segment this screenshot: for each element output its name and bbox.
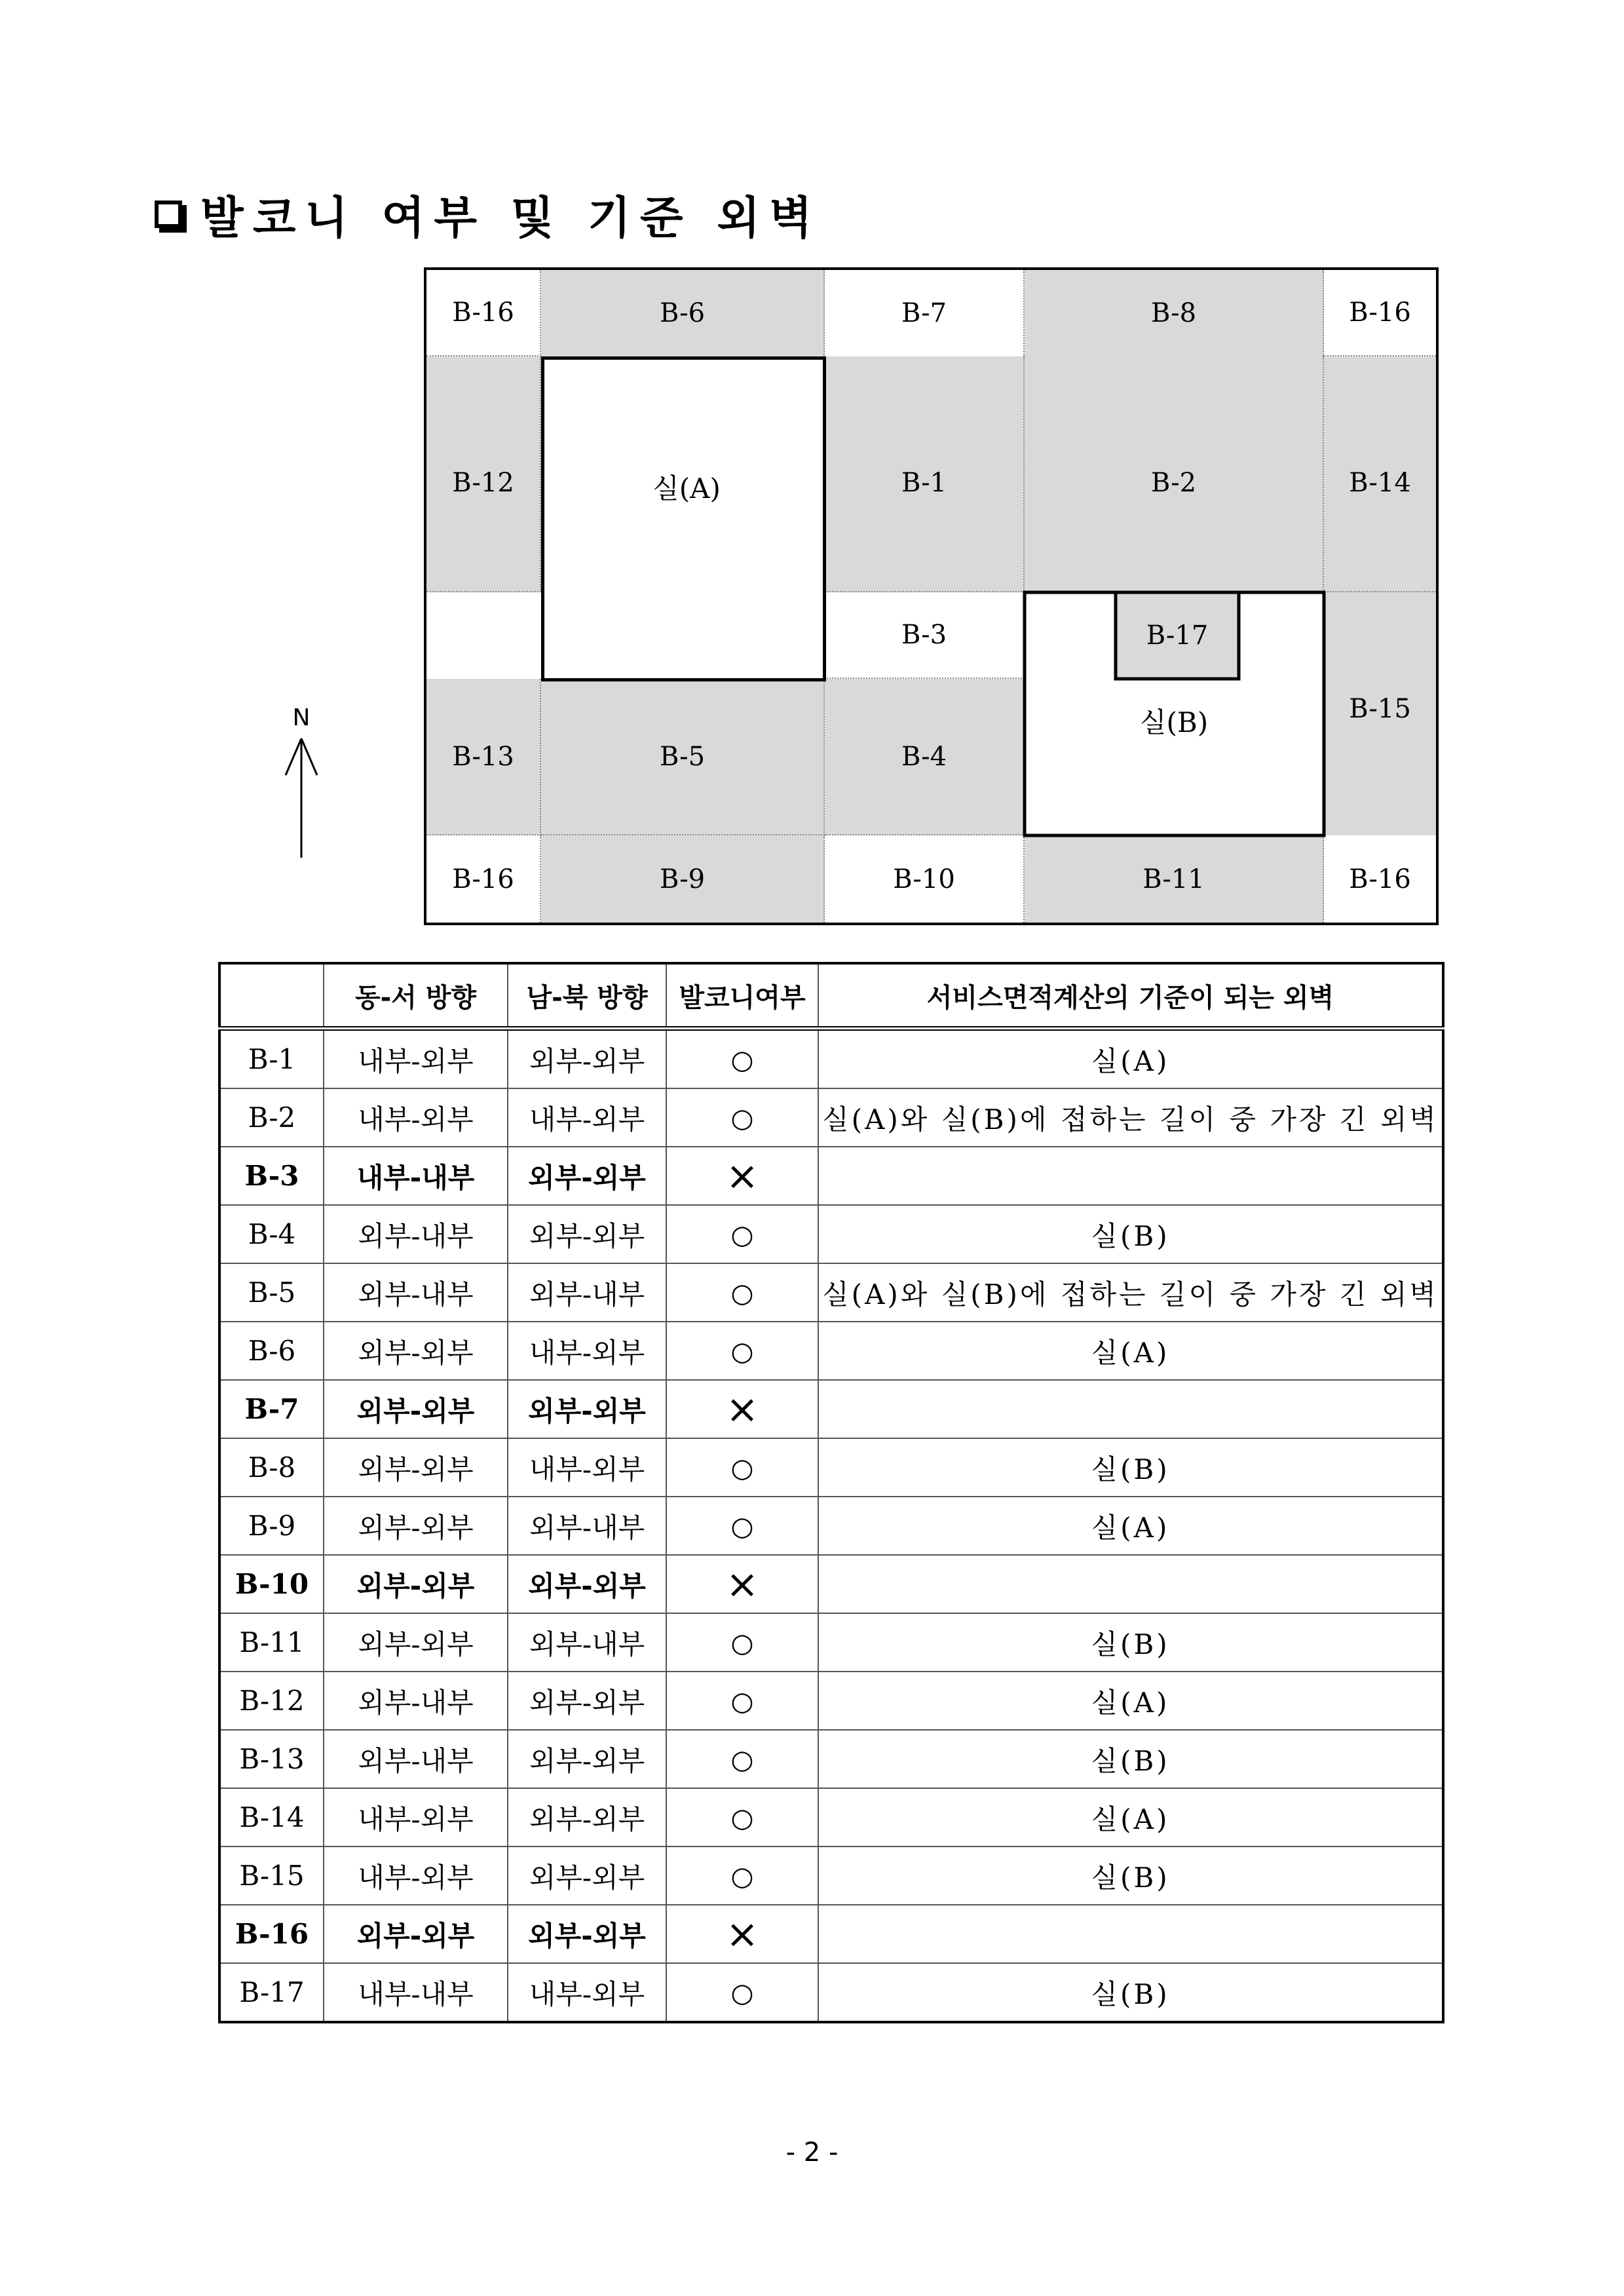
row-id: B-9 [219, 1497, 324, 1555]
circle-mark-icon: ○ [730, 1103, 754, 1134]
room-b-label: 실(B) [1139, 706, 1209, 738]
north-compass [275, 704, 328, 862]
row-balcony [666, 1497, 818, 1555]
row-north-south: 외부-내부 [508, 1497, 666, 1555]
circle-mark-icon: ○ [730, 1745, 754, 1775]
plan-cell-b16-ne: B-16 [1324, 270, 1436, 356]
row-north-south: 외부-외부 [508, 1380, 666, 1438]
plan-cell-b16-nw: B-16 [426, 270, 541, 356]
row-reference-wall: 실(B) [818, 1613, 1443, 1672]
row-balcony [666, 1088, 818, 1147]
row-id: B-13 [219, 1730, 324, 1788]
row-reference-wall: 실(A) [818, 1672, 1443, 1730]
plan-cell-b9: B-9 [541, 835, 825, 923]
row-reference-wall [818, 1555, 1443, 1613]
row-north-south: 외부-외부 [508, 1788, 666, 1846]
table-row [219, 1846, 1443, 1905]
row-reference-wall: 실(A) [818, 1788, 1443, 1846]
row-east-west: 외부-외부 [324, 1905, 508, 1963]
table-row [219, 1497, 1443, 1555]
table-row [219, 1963, 1443, 2022]
row-balcony [666, 1205, 818, 1263]
cross-mark-icon: × [725, 1153, 759, 1199]
row-id: B-11 [219, 1613, 324, 1672]
table-row [219, 1613, 1443, 1672]
plan-cell-b14-label: B-14 [1349, 468, 1411, 498]
row-id: B-6 [219, 1322, 324, 1380]
row-reference-wall: 실(A) [818, 1497, 1443, 1555]
row-reference-wall [818, 1905, 1443, 1963]
row-balcony [666, 1730, 818, 1788]
row-east-west: 내부-외부 [324, 1788, 508, 1846]
row-north-south: 외부-외부 [508, 1029, 666, 1089]
row-north-south: 외부-내부 [508, 1263, 666, 1322]
row-north-south: 외부-외부 [508, 1905, 666, 1963]
row-id: B-7 [219, 1380, 324, 1438]
circle-mark-icon: ○ [730, 1045, 754, 1075]
cross-mark-icon: × [725, 1911, 759, 1957]
row-balcony [666, 1672, 818, 1730]
row-id: B-10 [219, 1555, 324, 1613]
row-north-south: 내부-외부 [508, 1963, 666, 2022]
table-row [219, 1905, 1443, 1963]
row-id: B-15 [219, 1846, 324, 1905]
row-east-west: 외부-외부 [324, 1438, 508, 1497]
row-balcony [666, 1029, 818, 1089]
row-east-west: 외부-외부 [324, 1613, 508, 1672]
row-id: B-2 [219, 1088, 324, 1147]
row-north-south: 외부-외부 [508, 1672, 666, 1730]
circle-mark-icon: ○ [730, 1337, 754, 1367]
section-title: 발코니 여부 및 기준 외벽 [200, 192, 821, 244]
row-balcony [666, 1380, 818, 1438]
row-balcony [666, 1613, 818, 1672]
row-id: B-12 [219, 1672, 324, 1730]
row-reference-wall: 실(A)와 실(B)에 접하는 길이 중 가장 긴 외벽 [818, 1088, 1443, 1147]
row-reference-wall [818, 1380, 1443, 1438]
table-header-row [219, 963, 1443, 1029]
header-reference-wall: 서비스면적계산의 기준이 되는 외벽 [818, 963, 1443, 1029]
row-reference-wall: 실(B) [818, 1438, 1443, 1497]
row-east-west: 외부-외부 [324, 1322, 508, 1380]
row-east-west: 외부-내부 [324, 1263, 508, 1322]
plan-cell-b4: B-4 [825, 679, 1025, 835]
row-north-south: 외부-외부 [508, 1555, 666, 1613]
plan-cell-b1-label: B-1 [901, 468, 947, 498]
row-east-west: 외부-내부 [324, 1205, 508, 1263]
balcony-table [218, 962, 1445, 2023]
row-east-west: 외부-외부 [324, 1497, 508, 1555]
plan-cell-b15-label: B-15 [1349, 694, 1411, 724]
room-a-label: 실(A) [652, 472, 721, 505]
row-balcony [666, 1555, 818, 1613]
row-reference-wall: 실(A) [818, 1029, 1443, 1089]
row-id: B-16 [219, 1905, 324, 1963]
row-east-west: 내부-외부 [324, 1029, 508, 1089]
header-id [219, 963, 324, 1029]
plan-cell-b12-label: B-12 [452, 468, 514, 498]
row-north-south: 외부-외부 [508, 1205, 666, 1263]
plan-cell-b6: B-6 [541, 270, 825, 356]
north-arrow-icon [275, 736, 328, 860]
plan-cell-b2-label: B-2 [1150, 468, 1197, 498]
row-north-south: 외부-외부 [508, 1147, 666, 1205]
row-reference-wall: 실(B) [818, 1205, 1443, 1263]
row-east-west: 내부-내부 [324, 1147, 508, 1205]
header-east-west: 동-서 방향 [324, 963, 508, 1029]
table-row [219, 1555, 1443, 1613]
cross-mark-icon: × [725, 1386, 759, 1432]
circle-mark-icon: ○ [730, 1803, 754, 1833]
section-heading [155, 185, 821, 244]
table-row [219, 1322, 1443, 1380]
row-balcony [666, 1846, 818, 1905]
table-row [219, 1029, 1443, 1089]
header-north-south: 남-북 방향 [508, 963, 666, 1029]
circle-mark-icon: ○ [730, 1220, 754, 1250]
row-reference-wall [818, 1147, 1443, 1205]
circle-mark-icon: ○ [730, 1278, 754, 1309]
row-east-west: 외부-외부 [324, 1555, 508, 1613]
row-reference-wall: 실(B) [818, 1963, 1443, 2022]
checkbox-square-icon [155, 201, 182, 228]
table-row [219, 1380, 1443, 1438]
row-id: B-17 [219, 1963, 324, 2022]
row-id: B-4 [219, 1205, 324, 1263]
row-north-south: 외부-외부 [508, 1730, 666, 1788]
plan-cell-b17: B-17 [1146, 621, 1209, 651]
row-reference-wall: 실(A)와 실(B)에 접하는 길이 중 가장 긴 외벽 [818, 1263, 1443, 1322]
circle-mark-icon: ○ [730, 1512, 754, 1542]
row-east-west: 외부-외부 [324, 1380, 508, 1438]
plan-cell-b3: B-3 [825, 592, 1025, 679]
table-row [219, 1438, 1443, 1497]
row-east-west: 내부-내부 [324, 1963, 508, 2022]
table-row [219, 1205, 1443, 1263]
row-id: B-5 [219, 1263, 324, 1322]
plan-cell-b16-se: B-16 [1324, 835, 1436, 923]
header-balcony: 발코니여부 [666, 963, 818, 1029]
plan-cell-b13: B-13 [426, 679, 541, 835]
row-east-west: 내부-외부 [324, 1846, 508, 1905]
row-east-west: 외부-내부 [324, 1730, 508, 1788]
cross-mark-icon: × [725, 1561, 759, 1607]
row-north-south: 외부-외부 [508, 1846, 666, 1905]
row-east-west: 내부-외부 [324, 1088, 508, 1147]
circle-mark-icon: ○ [730, 1687, 754, 1717]
row-balcony [666, 1905, 818, 1963]
table-row [219, 1147, 1443, 1205]
row-reference-wall: 실(B) [818, 1730, 1443, 1788]
row-reference-wall: 실(A) [818, 1322, 1443, 1380]
room-b-outline [426, 270, 1436, 923]
row-id: B-8 [219, 1438, 324, 1497]
circle-mark-icon: ○ [730, 1978, 754, 2008]
plan-cell-b10: B-10 [825, 835, 1025, 923]
row-balcony [666, 1147, 818, 1205]
table-row [219, 1730, 1443, 1788]
plan-cell-b16-sw: B-16 [426, 835, 541, 923]
circle-mark-icon: ○ [730, 1628, 754, 1658]
row-id: B-1 [219, 1029, 324, 1089]
row-east-west: 외부-내부 [324, 1672, 508, 1730]
row-id: B-3 [219, 1147, 324, 1205]
circle-mark-icon: ○ [730, 1862, 754, 1892]
table-row [219, 1672, 1443, 1730]
row-north-south: 외부-내부 [508, 1613, 666, 1672]
page-number: - 2 - [785, 2137, 839, 2168]
row-reference-wall: 실(B) [818, 1846, 1443, 1905]
row-balcony [666, 1263, 818, 1322]
north-label: N [292, 704, 311, 731]
plan-cell-b8: B-8 [1025, 270, 1324, 356]
row-north-south: 내부-외부 [508, 1322, 666, 1380]
plan-cell-b5: B-5 [541, 679, 825, 835]
row-balcony [666, 1963, 818, 2022]
row-balcony [666, 1322, 818, 1380]
table-row [219, 1088, 1443, 1147]
plan-cell-b7: B-7 [825, 270, 1025, 356]
row-north-south: 내부-외부 [508, 1438, 666, 1497]
table-row [219, 1263, 1443, 1322]
table-row [219, 1788, 1443, 1846]
row-north-south: 내부-외부 [508, 1088, 666, 1147]
plan-cell-b11: B-11 [1025, 835, 1324, 923]
circle-mark-icon: ○ [730, 1453, 754, 1483]
floor-plan [424, 267, 1439, 925]
row-balcony [666, 1438, 818, 1497]
row-id: B-14 [219, 1788, 324, 1846]
row-balcony [666, 1788, 818, 1846]
